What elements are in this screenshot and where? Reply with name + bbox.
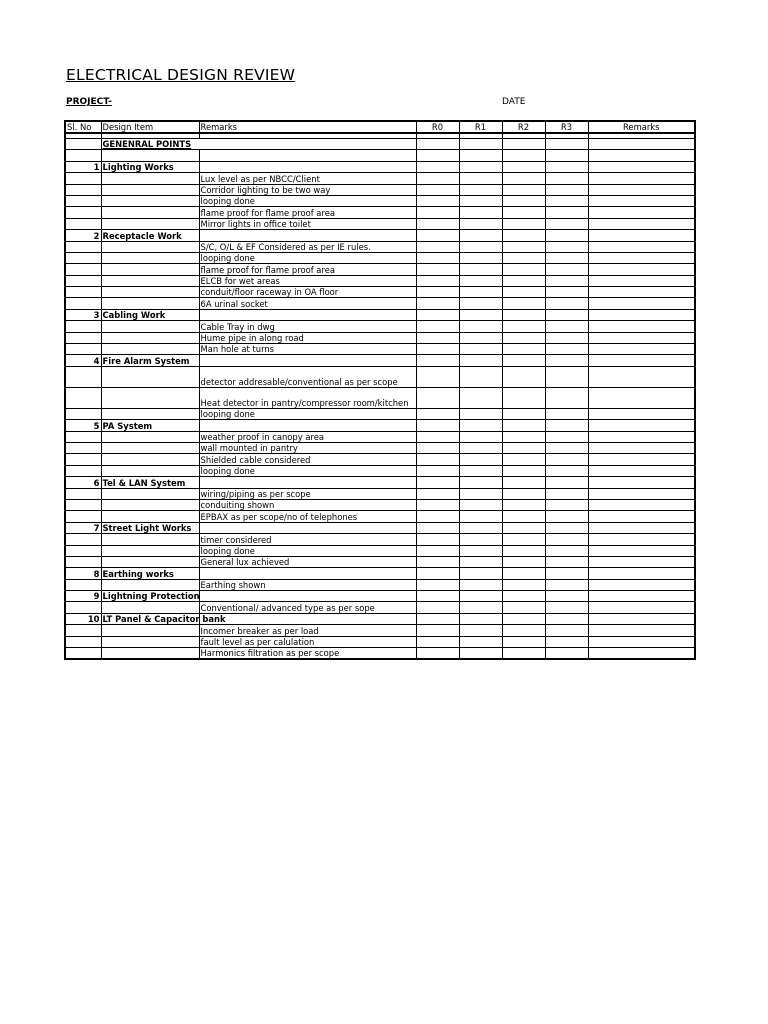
header-r2: R2 [502, 121, 545, 133]
remark-row [65, 264, 695, 275]
item-heading-row [65, 355, 695, 366]
remark-row [65, 241, 695, 252]
remark-row [65, 207, 695, 218]
item-name: PA System [101, 420, 199, 431]
item-heading-row [65, 161, 695, 172]
remark-row [65, 602, 695, 613]
header-design-item: Design Item [101, 121, 199, 133]
remark-text: wiring/piping as per scope [199, 488, 416, 499]
header-r0: R0 [416, 121, 459, 133]
item-name: Fire Alarm System [101, 355, 199, 366]
remark-text: Mirror lights in office toilet [199, 218, 416, 229]
table-header-row [65, 121, 695, 133]
remark-text: flame proof for flame proof area [199, 207, 416, 218]
date-label: DATE [502, 97, 526, 107]
remark-row [65, 275, 695, 286]
item-number: 6 [65, 477, 101, 488]
remark-text: timer considered [199, 534, 416, 545]
remark-text: fault level as per calulation [199, 636, 416, 647]
remark-row [65, 332, 695, 343]
remark-row [65, 344, 695, 355]
page-title: ELECTRICAL DESIGN REVIEW [66, 66, 296, 84]
remark-row [65, 534, 695, 545]
item-number: 1 [65, 161, 101, 172]
remark-text: General lux achieved [199, 556, 416, 567]
section-row [65, 139, 695, 150]
item-name: Lightning Protection [102, 591, 200, 602]
remark-row [65, 366, 695, 387]
remark-text: looping done [199, 465, 416, 476]
item-number: 8 [65, 568, 101, 579]
item-name: Cabling Work [101, 309, 199, 320]
remark-text: 6A urinal socket [199, 298, 416, 309]
item-number: 4 [65, 355, 101, 366]
remark-text: Conventional/ advanced type as per sope [199, 602, 416, 613]
remark-text: Cable Tray in dwg [199, 321, 416, 332]
item-heading-row [65, 309, 695, 320]
remark-text: Shielded cable considered [199, 454, 416, 465]
remark-text: Harmonics filtration as per scope [199, 648, 416, 660]
remark-text: ELCB for wet areas [199, 275, 416, 286]
header-remarks: Remarks [199, 121, 416, 133]
remark-text: Man hole at turns [199, 344, 416, 355]
remark-row [65, 556, 695, 567]
remark-text: weather proof in canopy area [199, 431, 416, 442]
design-review-table [64, 120, 696, 660]
project-label: PROJECT- [66, 97, 112, 107]
remark-row [65, 465, 695, 476]
remark-row [65, 321, 695, 332]
remark-row [65, 218, 695, 229]
remark-row [65, 454, 695, 465]
item-name: Tel & LAN System [101, 477, 199, 488]
remark-row [65, 499, 695, 510]
remark-row [65, 184, 695, 195]
item-heading-row [65, 568, 695, 579]
item-heading-row [65, 420, 695, 431]
remark-text: S/C, O/L & EF Considered as per IE rules. [199, 241, 416, 252]
item-number: 5 [65, 420, 101, 431]
item-name: Street Light Works [101, 522, 199, 533]
remark-row [65, 195, 695, 206]
remark-row [65, 579, 695, 590]
section-title: GENENRAL POINTS [101, 139, 416, 150]
remark-text: Hume pipe in along road [199, 332, 416, 343]
item-heading-row [65, 230, 695, 241]
header-remarks-2: Remarks [588, 121, 695, 133]
remark-row [65, 408, 695, 419]
header-r3: R3 [545, 121, 588, 133]
remark-row [65, 387, 695, 408]
remark-text: detector addresable/conventional as per scope [199, 366, 416, 387]
item-name: LT Panel & Capacitor bank [102, 614, 226, 625]
remark-row [65, 511, 695, 522]
item-number: 10 [65, 613, 101, 624]
header-sl-no: Sl. No [65, 121, 101, 133]
remark-text: flame proof for flame proof area [199, 264, 416, 275]
remark-text: looping done [199, 545, 416, 556]
remark-row [65, 625, 695, 636]
remark-text: wall mounted in pantry [199, 442, 416, 453]
item-heading-row [65, 591, 695, 602]
remark-text: conduit/floor raceway in OA floor [199, 287, 416, 298]
item-number: 2 [65, 230, 101, 241]
item-number: 7 [65, 522, 101, 533]
remark-row [65, 298, 695, 309]
remark-row [65, 636, 695, 647]
item-heading-row [65, 522, 695, 533]
remark-text: Lux level as per NBCC/Client [199, 173, 416, 184]
item-name: Receptacle Work [101, 230, 199, 241]
remark-text: Incomer breaker as per load [199, 625, 416, 636]
item-name: Lighting Works [101, 161, 199, 172]
item-heading-row [65, 477, 695, 488]
remark-row [65, 488, 695, 499]
remark-row [65, 173, 695, 184]
remark-text: Corridor lighting to be two way [199, 184, 416, 195]
remark-text: Heat detector in pantry/compressor room/kitchen [199, 387, 416, 408]
remark-text: looping done [199, 195, 416, 206]
header-r1: R1 [459, 121, 502, 133]
remark-text: looping done [199, 252, 416, 263]
item-name: Earthing works [101, 568, 199, 579]
remark-row [65, 545, 695, 556]
remark-row [65, 252, 695, 263]
remark-row [65, 442, 695, 453]
remark-text: conduiting shown [199, 499, 416, 510]
item-number: 3 [65, 309, 101, 320]
remark-row [65, 648, 695, 660]
spacer-row [65, 150, 695, 161]
item-heading-row [65, 613, 695, 624]
remark-text: Earthing shown [199, 579, 416, 590]
remark-row [65, 431, 695, 442]
remark-text: EPBAX as per scope/no of telephones [199, 511, 416, 522]
item-number: 9 [65, 591, 101, 602]
remark-text: looping done [199, 408, 416, 419]
remark-row [65, 287, 695, 298]
